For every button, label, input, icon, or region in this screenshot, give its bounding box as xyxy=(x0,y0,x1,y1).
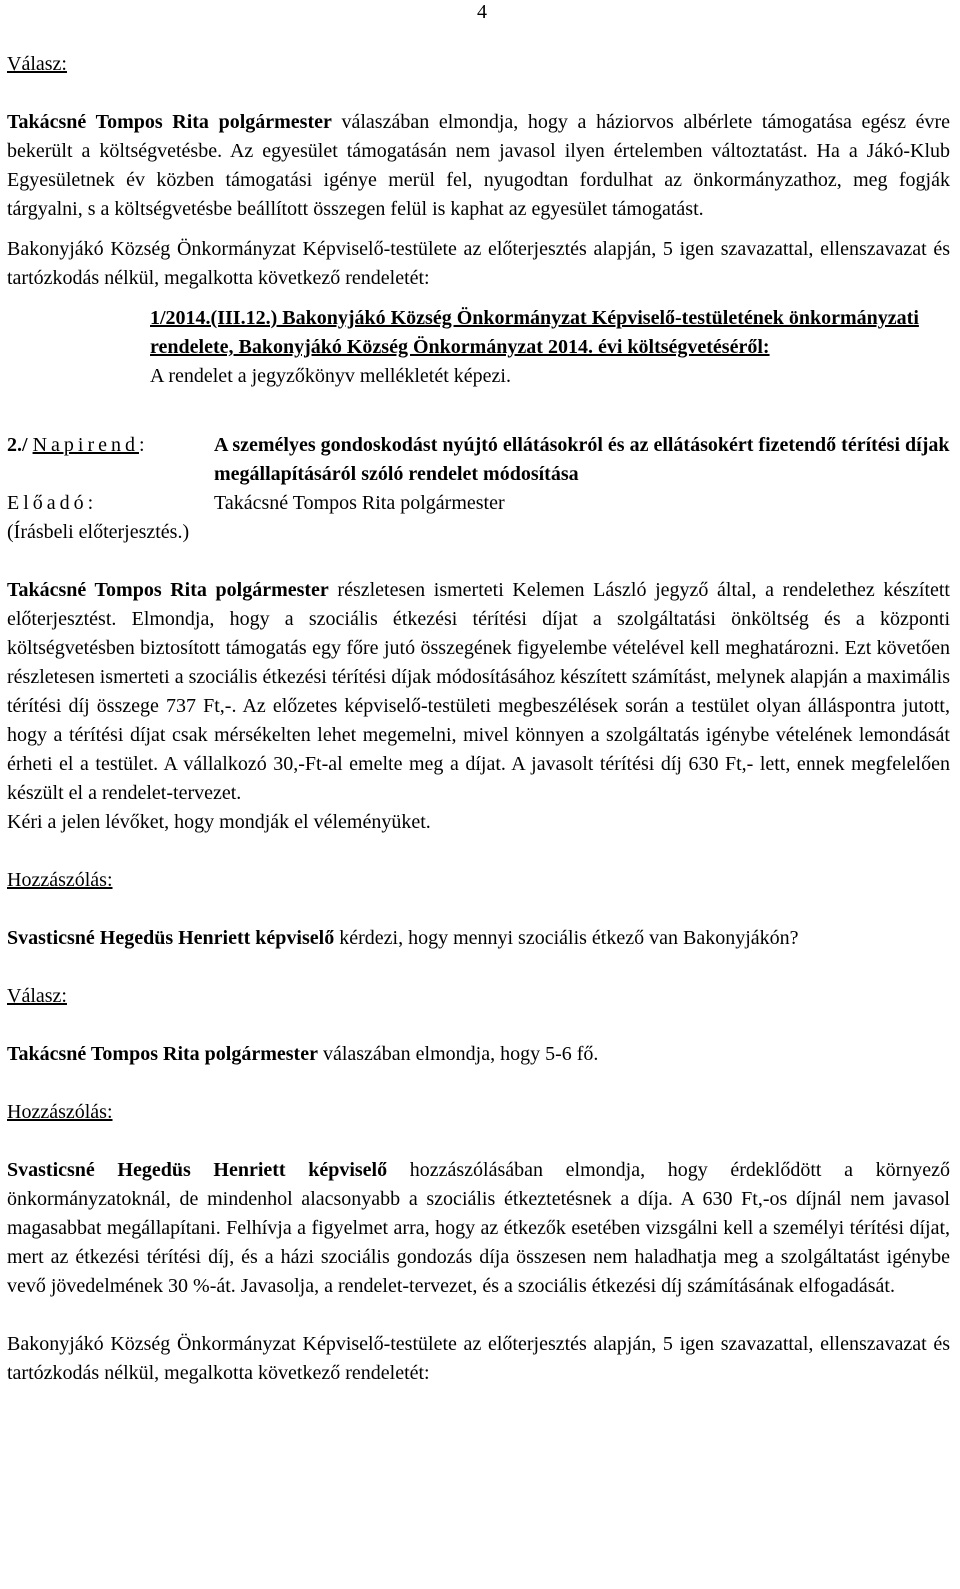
answer-paragraph xyxy=(7,1040,950,1069)
hozzaszolas-heading xyxy=(7,866,950,895)
hozzaszolas-label: Hozzászólás: xyxy=(7,1101,113,1123)
presenter-row xyxy=(7,489,950,518)
decision-paragraph: Bakonyjákó Község Önkormányzat Képviselő-testülete az előterjesztés alapján, 5 igen szavazattal, ellenszavazat és tartózkodás nélkül, megalkotta következő rendeletét: xyxy=(7,238,950,289)
answer-paragraph xyxy=(7,108,950,224)
speaker-name: Svasticsné Hegedüs Henriett képviselő xyxy=(7,1159,388,1181)
comment-text: hozzászólásában elmondja, hogy érdeklődött a környező önkormányzatoknál, de mindenhol alacsonyabb a szociális étkeztetésnek a díja. A 630 Ft,-os díjnál nem javasol magasabbat megállapítani. Felhívja a figyelmet arra, hogy az étkezők esetében vizsgálni kell a személyi térítési díjat, mert az étkezési térítési díj, és a házi szociális gondozás díja összesen nem haladhatja meg a szolgáltatást igénybe vevő jövedelmének 30 %-át. Javasolja, a rendelet-tervezet, és a szociális étkezési díj számításának elfogadását. xyxy=(7,1159,950,1297)
mayor-report-paragraph xyxy=(7,576,950,808)
page-number: 4 xyxy=(477,1,487,23)
answer-text: válaszában elmondja, hogy 5-6 fő. xyxy=(317,1043,599,1065)
document-body xyxy=(7,50,950,1388)
speaker-name: Takácsné Tompos Rita polgármester xyxy=(7,1043,318,1065)
question-text: kérdezi, hogy mennyi szociális étkező van Bakonyjákón? xyxy=(334,927,799,949)
agenda-title: A személyes gondoskodást nyújtó ellátásokról és az ellátásokért fizetendő térítési díjak megállapításáról szóló rendelet módosítása xyxy=(214,434,950,485)
agenda-label xyxy=(7,431,214,489)
request-opinion: Kéri a jelen lévőket, hogy mondják el véleményüket. xyxy=(7,811,431,833)
decision-paragraph: Bakonyjákó Község Önkormányzat Képviselő-testülete az előterjesztés alapján, 5 igen szavazattal, ellenszavazat és tartózkodás nélkül, megalkotta következő rendeletét: xyxy=(7,1333,950,1384)
question-paragraph xyxy=(7,924,950,953)
valasz-label: Válasz: xyxy=(7,53,67,75)
hozzaszolas-label: Hozzászólás: xyxy=(7,869,113,891)
agenda-word: Napirend xyxy=(32,434,139,456)
comment-paragraph xyxy=(7,1156,950,1301)
written-submission: (Írásbeli előterjesztés.) xyxy=(7,521,190,543)
speaker-name: Svasticsné Hegedüs Henriett képviselő xyxy=(7,927,335,949)
valasz-label: Válasz: xyxy=(7,985,67,1007)
agenda-number: 2./ xyxy=(7,434,33,456)
speaker-name: Takácsné Tompos Rita polgármester xyxy=(7,579,329,601)
presenter-label: Előadó: xyxy=(7,492,98,514)
agenda-item xyxy=(7,431,950,489)
hozzaszolas-heading xyxy=(7,1098,950,1127)
speaker-name: Takácsné Tompos Rita polgármester xyxy=(7,111,332,133)
agenda-colon: : xyxy=(138,434,145,456)
answer-text: válaszában elmondja, hogy a háziorvos albérlete támogatása egész évre bekerült a költségvetésbe. Az egyesület támogatásán nem javasol ilyen értelemben változtatást. Ha a Jákó-Klub Egyesületnek év közben támogatási igénye merül fel, nyugodtan fordulhat az önkormányzathoz, meg fogják tárgyalni, s a költségvetésbe beállított összegen felül is kaphat az egyesület támogatást. xyxy=(7,111,950,220)
valasz-heading xyxy=(7,50,950,79)
presenter-name: Takácsné Tompos Rita polgármester xyxy=(214,492,505,514)
rendelet-note: A rendelet a jegyzőkönyv mellékletét képezi. xyxy=(150,365,511,387)
valasz-heading xyxy=(7,982,950,1011)
rendelet-title: 1/2014.(III.12.) Bakonyjákó Község Önkormányzat Képviselő-testületének önkormányzati rendelete, Bakonyjákó Község Önkormányzat 2014. évi költségvetéséről: xyxy=(150,307,919,358)
report-text: részletesen ismerteti Kelemen László jegyző által, a rendelethez készített előterjesztést. Elmondja, hogy a szociális étkezési térítési díjat a szolgáltatási önköltség és a központi költségvetésben biztosított támogatás egy főre jutó összegének figyelembe vételével kell meghatározni. Ezt követően részletesen ismerteti a szociális étkezési térítési díjak módosításához készített számítást, melynek alapján a maximális térítési díj összege 737 Ft,-. Az előzetes képviselő-testületi megbeszélések során a testület olyan álláspontra jutott, hogy a térítési díjat csak mérsékelten lehet megemelni, mivel könnyen a szolgáltatás igénybe vételének lemondását érheti el a testület. A vállalkozó 30,-Ft-al emelte meg a díjat. A javasolt térítési díj 630 Ft,- lett, ennek megfelelően készült el a rendelet-tervezet. xyxy=(7,579,951,804)
